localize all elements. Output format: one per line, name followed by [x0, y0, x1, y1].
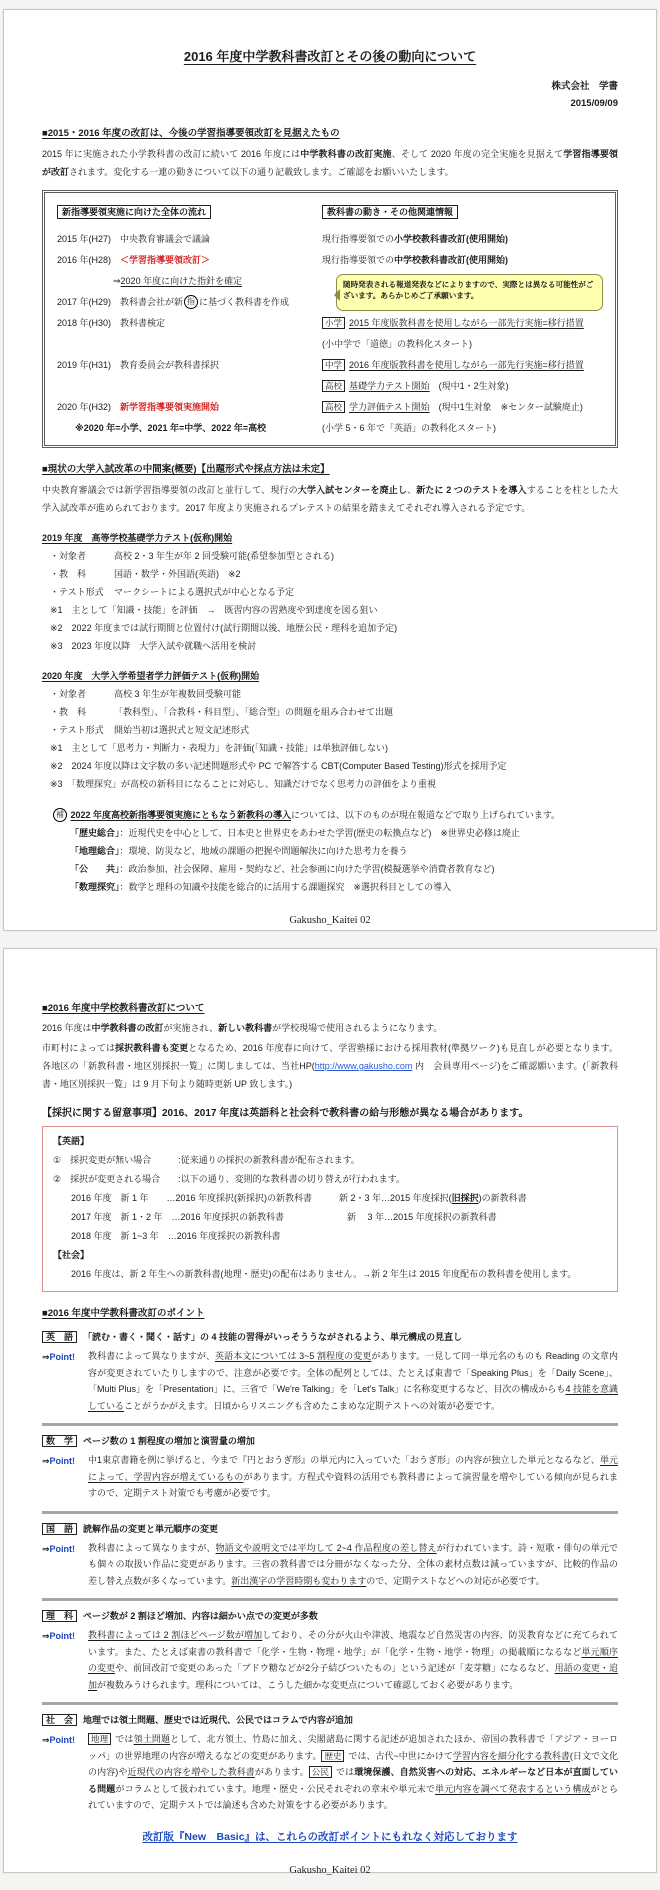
intro-paragraph-2: 市町村によっては採択教科書も変更となるため、2016 年度春に向けて、学習塾様における採用教材(準拠ワーク)も見直しが必要となります。各地区の「新教科書・地区別採択一覧」に関しましては、当社HP(http://www.gakusho.com 内 会員専用ページ)をご確認願います。(「新教科書・地区別採択一覧」は 9 月下旬より随時更新 UP 致します。): [42, 1043, 618, 1089]
point-label: ⇒Point!: [42, 1352, 76, 1362]
table-row: 2017 年(H29) 教科書会社が新 指 に基づく教科書を作成: [57, 297, 290, 307]
page2-content: [4, 949, 656, 1880]
list-item: ※2 2022 年度までは試行期間と位置付け(試行期間以後、地歴公民・理科を追加予定): [50, 623, 398, 633]
table-row: (小学 5・6 年で「英語」の教科化スタート): [322, 423, 497, 433]
table-row: 中学 2016 年度版教科書を使用しながら一部先行実施=移行措置: [322, 355, 603, 376]
page1-content: [4, 10, 656, 930]
list-item: ※3 2023 年度以降 大学入試や就職へ活用を検討: [50, 641, 257, 651]
table-row: 高校 基礎学力テスト開始 (現中1・2生対象): [322, 376, 603, 397]
subject-block-japanese: [42, 1521, 618, 1590]
subject-title: 読解作品の変更と単元順序の変更: [83, 1523, 219, 1534]
point-label: ⇒Point!: [42, 1543, 76, 1554]
point-text: 地理 では領土問題として、北方領土、竹島に加え、尖閣諸島に関する記述が追加されたほか、帝国の教科書で「アジア・ヨーロッパ」の世界地理の内容が増えるなどの変更があります。 歴史 では、古代~中世にかけて学習内容を細分化する教科書(日文で文化の内容)や近現代の内容を増やした教科書があります。 公民 では環境保護、自然災害への対応、エネルギーなど日本が直面している問題がコラムとして扱われています。地理・歴史・公民それぞれの章末や単元末で単元内容を調べて発表するという構成がとられていますので、定期テストでは論述も含めた対策をする必要があります。: [88, 1734, 618, 1810]
list-item: 2016 年度は、新 2 年生への新教科書(地理・歴史)の配布はありません。→新 2 年生は 2015 年度配布の教科書を使用します。: [53, 1269, 577, 1279]
list-item: ・テスト形式 マークシートによる選択式が中心となる予定: [50, 587, 295, 597]
intro-paragraph-1: 2016 年度は中学教科書の改訂が実施され、新しい教科書が学校現場で使用されるようになります。: [42, 1023, 443, 1033]
list-item: ※2 2024 年度以降は文字数の多い記述問題形式や PC で解答する CBT(Computer Based Testing)形式を採用予定: [50, 761, 507, 771]
list-item: ※1 主として「思考力・判断力・表現力」を評価(「知識・技能」は単独評価しない): [50, 743, 389, 753]
table-row: (小中学で「道徳」の教科化スタート): [322, 339, 472, 349]
gakusho-homepage-link[interactable]: http://www.gakusho.com: [314, 1061, 413, 1071]
company-name: 株式会社 学書: [551, 81, 618, 92]
table-row: 2020 年(H32) 新学習指導要領実施開始: [57, 402, 220, 412]
section2-paragraph: 中央教育審議会では新学習指導要領の改訂と並行して、現行の大学入試センターを廃止し、新たに 2 つのテストを導入することを柱とした大学入試改革が進められております。2017 年度より実施されるプレテストの結果を踏まえてそれぞれ導入される予定です。: [42, 485, 618, 513]
test-2019-heading: 2019 年度 高等学校基礎学力テスト(仮称)開始: [42, 533, 233, 543]
list-item: 2017 年度 新 1・2 年 …2016 年度採択の新教科書 新 3 年…2015 年度採択の新教科書: [53, 1212, 497, 1222]
table-row: 2015 年(H27) 中央教育審議会で議論: [57, 234, 211, 244]
test-2019-section: [42, 529, 618, 655]
table-row: 2019 年(H31) 教育委員会が教科書採択: [57, 360, 220, 370]
document-date: 2015/09/09: [570, 98, 618, 109]
list-item: ※3 「数理探究」が高校の新科目になることに対応し、知識だけでなく思考力の評価をより重視: [50, 779, 437, 789]
point-text: 教科書によって異なりますが、英語本文については 3~5 割程度の変更があります。一見して同一単元名のものも Reading の文章内容が変更されていたりしますので、注意が必要です。全体の配列としては、たとえば東書で「Speaking Plus」を「Daily Scene」、「Multi Plus」を「Presentation」に、三省で「We're Talking」を「Let's Talk」に名称変更するなど、目次の構成からも4 技能を意識していることがうかがえます。日頃からリスニングも含めたこまめな定期テストへの対策が必要です。: [88, 1351, 618, 1411]
divider: [42, 1598, 618, 1601]
list-item: ※1 主として「知識・技能」を評価 → 既習内容の習熟度や到達度を図る狙い: [50, 605, 378, 615]
subject-label: 英 語: [42, 1331, 77, 1343]
byline: [42, 78, 618, 112]
disclaimer-callout: 随時発表される報道発表などによりますので、実際とは異なる可能性がございます。あらかじめご了承願います。: [336, 274, 603, 311]
document-page-2: [3, 948, 657, 1876]
page-title: 2016 年度中学教科書改訂とその後の動向について: [183, 49, 477, 64]
list-item: 2018 年度 新 1~3 年 …2016 年度採択の新教科書: [53, 1231, 281, 1241]
subject-block-science: [42, 1608, 618, 1693]
subject-label: 国 語: [42, 1523, 77, 1535]
page2-footer: Gakusho_Kaitei 02: [289, 1864, 371, 1876]
subject-title: ページ数の 1 割程度の増加と演習量の増加: [83, 1436, 255, 1446]
list-item: ① 採択変更が無い場合 :従来通りの採択の新教科書が配布されます。: [53, 1155, 360, 1165]
table-row: 小学 2015 年度版教科書を使用しながら一部先行実施=移行措置: [322, 313, 603, 334]
adoption-notice-heading: 【採択に関する留意事項】2016、2017 年度は英語科と社会科で教科書の給与形態が異なる場合があります。: [42, 1108, 529, 1119]
list-item: ・対象者 高校 3 年生が年複数回受験可能: [50, 689, 242, 699]
page1-footer: Gakusho_Kaitei 02: [289, 915, 371, 926]
section2-heading: ■現状の大学入試改革の中間案(概要)【出題形式や採点方法は未定】: [42, 464, 330, 475]
subject-title: ページ数が 2 割ほど増加、内容は細かい点での変更が多数: [83, 1611, 318, 1621]
revision-points-heading: ■2016 年度中学教科書改訂のポイント: [42, 1308, 205, 1319]
subject-label: 数 学: [42, 1435, 77, 1447]
note-heading: 補 2022 年度高校新指導要領実施にともなう新教科の導入については、以下のものが現在報道などで取り上げられています。: [52, 806, 618, 824]
subject-label: 理 科: [42, 1610, 77, 1622]
list-item: ・テスト形式 開始当初は選択式と短文記述形式: [50, 725, 250, 735]
schedule-table: [42, 190, 618, 448]
left-column-header: 新指導要領実施に向けた全体の流れ: [57, 203, 322, 221]
point-text: 教科書によっては 2 割ほどページ数が増加しており、その分が火山や津波、地震など自然災害の内容、防災教育などに充てられています。また、たとえば東書の教科書で「化学・生物・物理・地学」が「化学・生物・地学・物理」の掲載順になるなど単元順序の変更や、前回改訂で変更のあった「ブドウ糖などが2分子結びついたもの」という記述が「麦芽糖」になるなど、用語の変更・追加が複数みうけられます。理科については、こうした細かな変更点について確認しておく必要があります。: [88, 1630, 618, 1690]
list-item: 「公 共」：政治参加、社会保障、雇用・契約など、社会参画に向けた学習(模擬選挙や消費者教育など): [70, 864, 495, 874]
section1-paragraph: 2015 年に実施された小学教科書の改訂に続いて 2016 年度には中学教科書の改訂実施、そして 2020 年度の完全実施を見据えて学習指導要領が改訂されます。変化する一連の動きについて以下の通り記載致します。ご確認をお願いいたします。: [42, 149, 618, 177]
table-row: ※2020 年=小学、2021 年=中学、2022 年=高校: [75, 423, 267, 433]
divider: [42, 1702, 618, 1705]
list-item: ・教 科 「教科型」、「合教科・科目型」、「総合型」の問題を組み合わせて出題: [50, 707, 394, 717]
list-item: 「数理探究」：数学と理科の知識や技能を総合的に活用する課題探究 ※選択科目としての導入: [70, 882, 452, 892]
test-2020-section: [42, 667, 618, 793]
subject-block-english: [42, 1329, 618, 1414]
section1-heading: ■2015・2016 年度の改訂は、今後の学習指導要領改訂を見据えたもの: [42, 128, 340, 139]
list-item: 「歴史総合」：近現代史を中心として、日本史と世界史をあわせた学習(歴史の転換点など) ※世界史必修は廃止: [70, 828, 520, 838]
new-subjects-note: [42, 806, 618, 896]
divider: [42, 1511, 618, 1514]
table-row: 高校 学力評価テスト開始 (現中1生対象 ※センター試験廃止): [322, 397, 603, 418]
page2-heading: ■2016 年度中学校教科書改訂について: [42, 1003, 205, 1014]
schedule-grid: [57, 229, 603, 439]
test-2020-heading: 2020 年度 大学入学希望者学力評価テスト(仮称)開始: [42, 671, 260, 681]
list-item: ・教 科 国語・数学・外国語(英語) ※2: [50, 569, 241, 579]
adoption-notice-box: [42, 1126, 618, 1292]
point-label: ⇒Point!: [42, 1735, 76, 1745]
list-item: ② 採択が変更される場合 :以下の通り、変則的な教科書の切り替えが行われます。: [53, 1174, 405, 1184]
point-text: 教科書によって異なりますが、物語文や説明文では平均して 2~4 作品程度の差し替えが行われています。詩・短歌・俳句の単元でも個々の取扱い作品に変更があります。三省の教科書では分冊がなくなった分、全体の素材点数は減っていますが、比較的作品の差し替え点数が多くなっています。新出漢字の学習時期も変わりますので、定期テストなどへの対応が必要です。: [88, 1542, 618, 1586]
list-item: 「地理総合」：環境、防災など、地域の課題の把握や問題解決に向けた思考力を養う: [70, 846, 408, 856]
subject-block-social: [42, 1712, 618, 1814]
subject-block-math: [42, 1433, 618, 1502]
point-label: ⇒Point!: [42, 1456, 76, 1466]
point-text: 中1東京書籍を例に挙げると、今まで『円とおうぎ形』の単元内に入っていた「おうぎ形」の内容が独立した単元となるなど、単元によって、学習内容が増えているものがあります。方程式や資料の活用でも教科書によって演習量を増やしている傾向が見られますので、定期テスト対策でも考慮が必要です。: [88, 1455, 618, 1498]
table-row: 2016 年(H28) ＜学習指導要領改訂＞: [57, 255, 211, 265]
subject-title: 「読む・書く・聞く・話す」の 4 技能の習得がいっそううながされるよう、単元構成の見直し: [83, 1332, 463, 1342]
table-row: 現行指導要領での小学校教科書改訂(使用開始): [322, 234, 509, 244]
list-item: 【社会】: [53, 1250, 90, 1260]
divider: [42, 1423, 618, 1426]
table-row: 現行指導要領での中学校教科書改訂(使用開始): [322, 255, 509, 265]
list-item: 2016 年度 新 1 年 …2016 年度採択(新採択)の新教科書 新 2・3 年…2015 年度採択(旧採択)の新教科書: [53, 1193, 527, 1203]
table-row: ⇒2020 年度に向けた指針を確定: [113, 276, 243, 286]
document-page-1: [3, 9, 657, 931]
list-item: ・対象者 高校 2・3 年生が年 2 回受験可能(希望参加型とされる): [50, 551, 335, 561]
schedule-table-header: [57, 203, 603, 221]
new-basic-banner: 改訂版『New Basic』は、これらの改訂ポイントにもれなく対応しております: [142, 1830, 518, 1843]
list-item: 【英語】: [53, 1136, 90, 1146]
subject-label: 社 会: [42, 1714, 77, 1726]
right-column-header: 教科書の動き・その他関連情報: [322, 203, 458, 221]
table-row: 2018 年(H30) 教科書検定: [57, 318, 166, 328]
subject-title: 地理では領土問題、歴史では近現代、公民ではコラムで内容が追加: [83, 1715, 353, 1725]
point-label: ⇒Point!: [42, 1631, 76, 1641]
